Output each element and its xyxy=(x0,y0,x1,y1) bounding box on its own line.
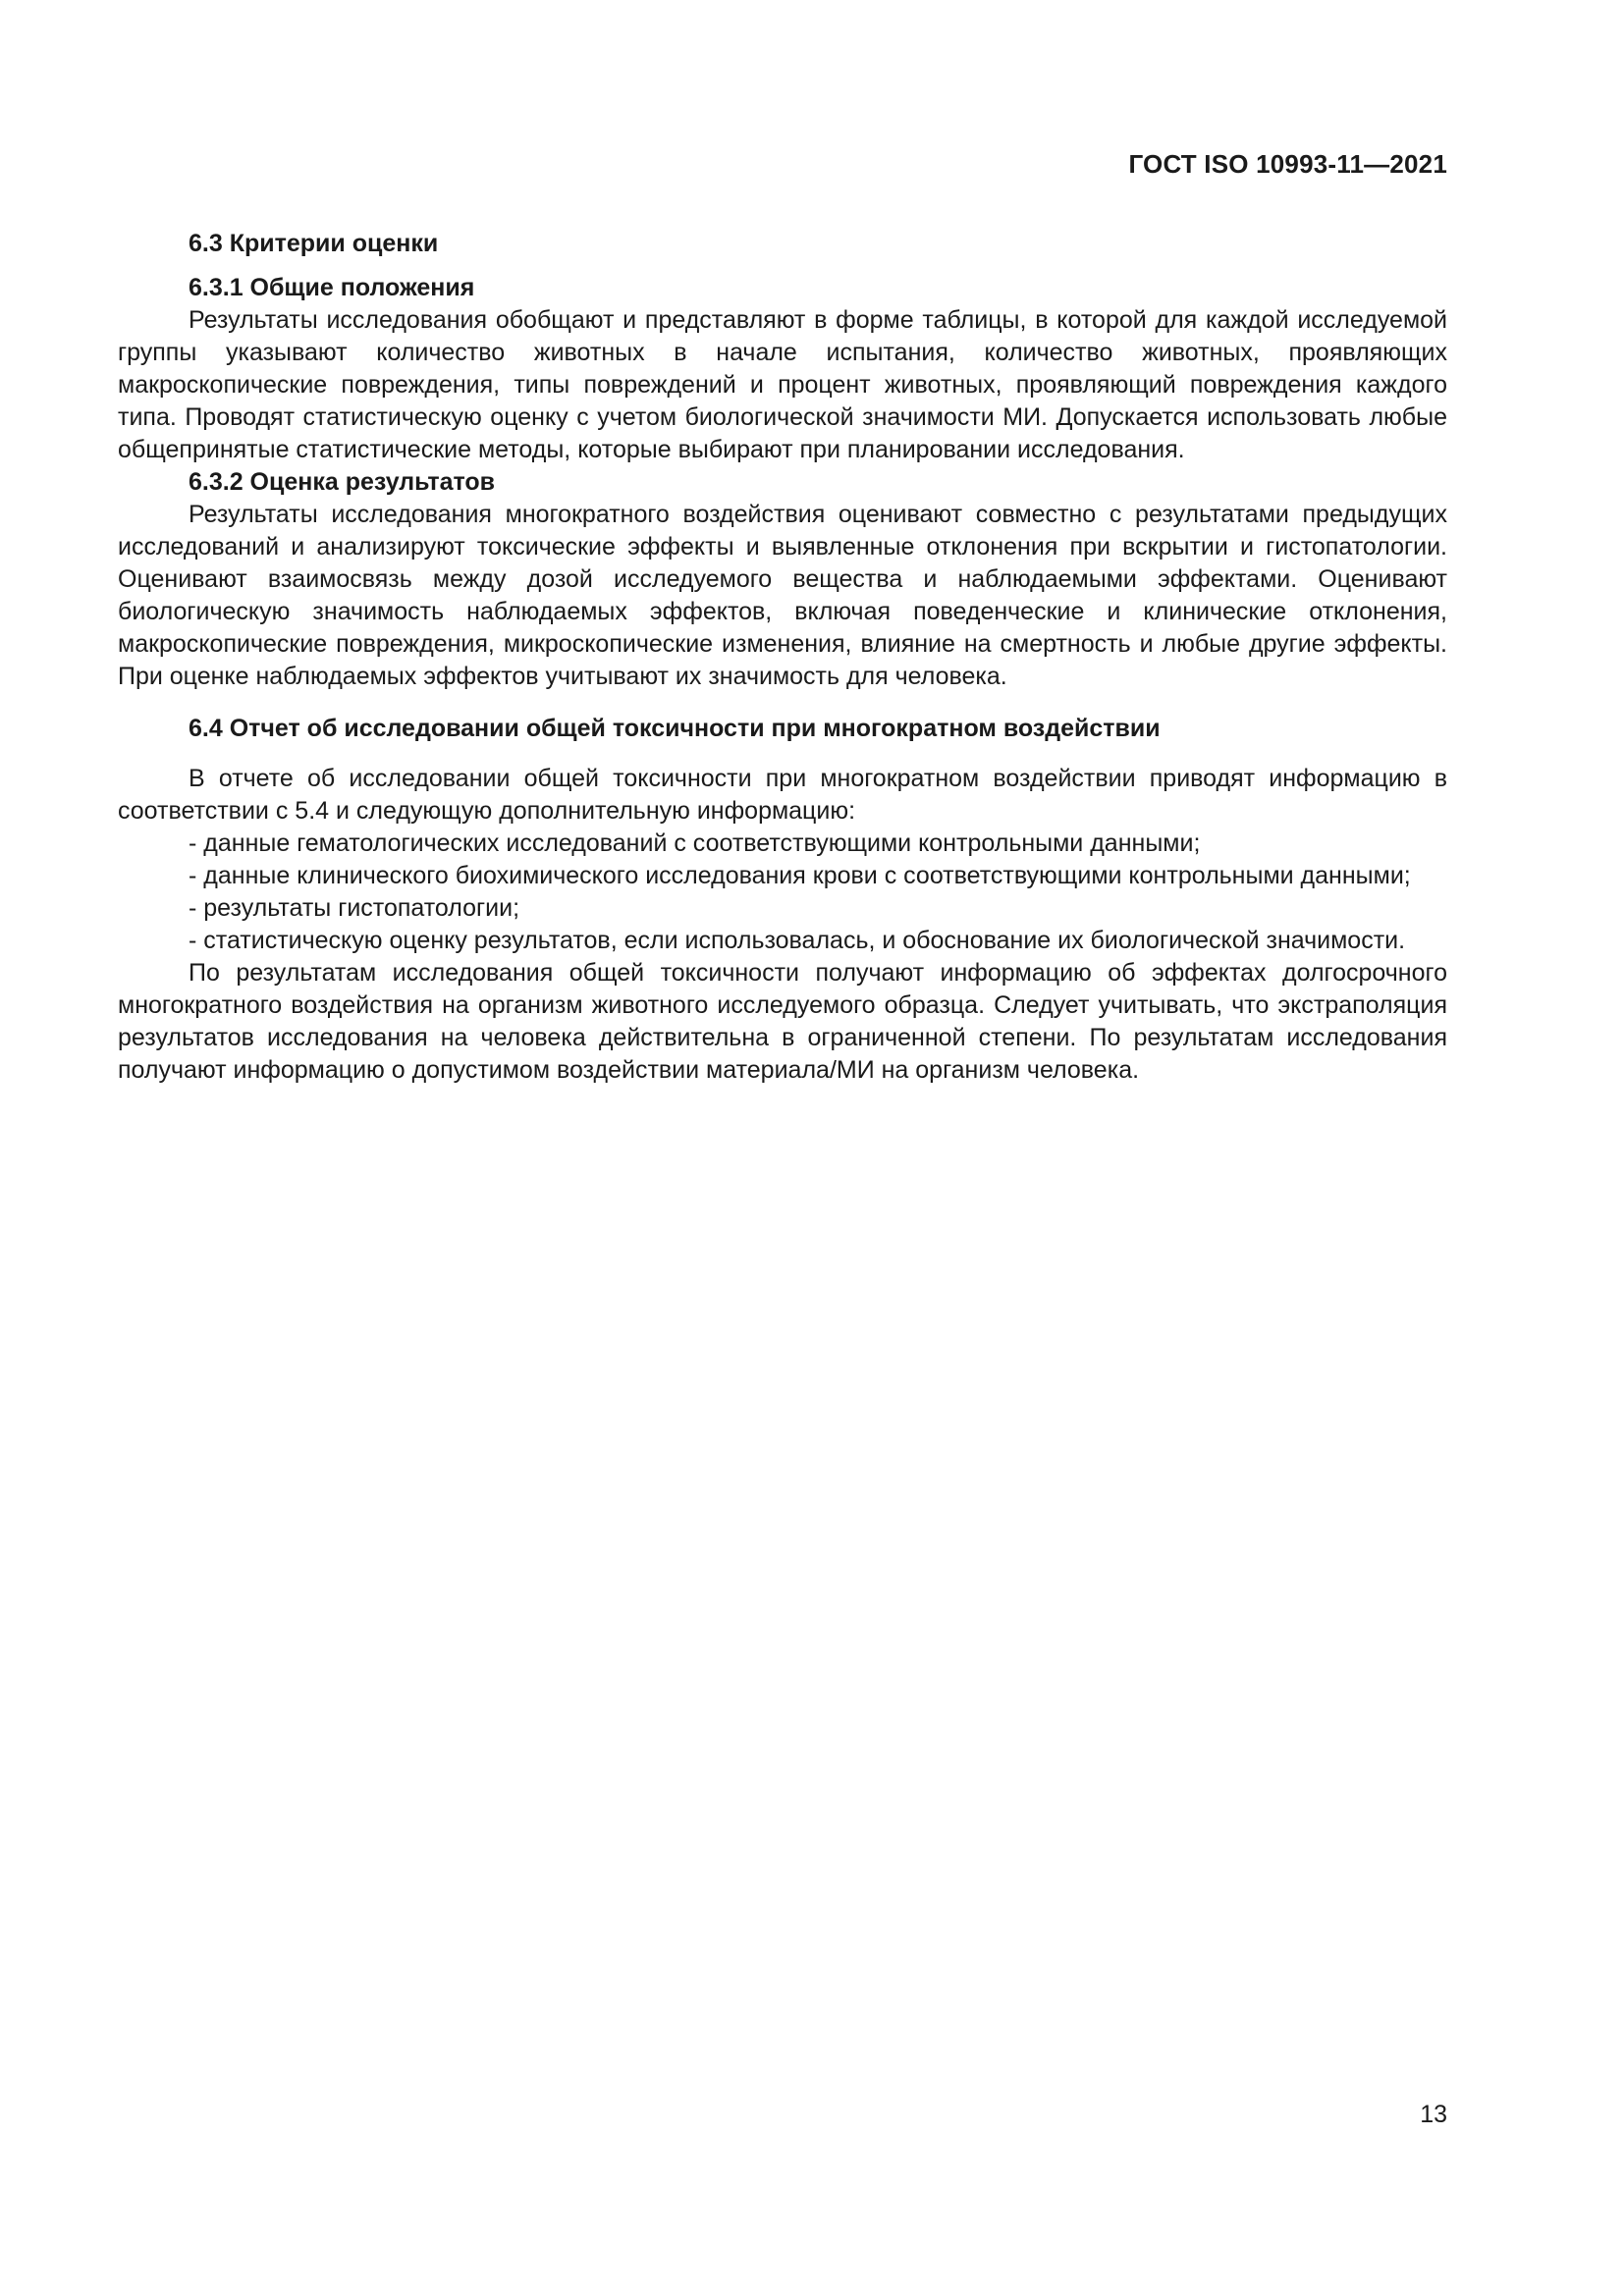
document-header-id: ГОСТ ISO 10993-11—2021 xyxy=(1128,149,1447,179)
section-6-3-title: 6.3 Критерии оценки xyxy=(189,230,439,257)
document-body xyxy=(118,228,1447,1087)
list-item: - результаты гистопатологии; xyxy=(189,894,520,922)
list-item: - статистическую оценку результатов, если использовалась, и обоснование их биологической значимости. xyxy=(189,927,1406,954)
section-6-3-1-title: 6.3.1 Общие положения xyxy=(189,274,475,301)
section-6-4-title: 6.4 Отчет об исследовании общей токсичности при многократном воздействии xyxy=(189,715,1161,742)
section-6-3-1-paragraph: Результаты исследования обобщают и представляют в форме таблицы, в которой для каждой исследуемой группы указывают количество животных в начале испытания, количество животных, проявляющих макроскопические повреждения, типы повреждений и процент животных, проявляющий повреждения каждого типа. Проводят статистическую оценку с учетом биологической значимости МИ. Допускается использовать любые общепринятые статистические методы, которые выбирают при планировании исследования. xyxy=(118,306,1447,463)
page-number: 13 xyxy=(1420,2101,1447,2128)
section-6-3-2-paragraph: Результаты исследования многократного воздействия оценивают совместно с результатами предыдущих исследований и анализируют токсические эффекты и выявленные отклонения при вскрытии и гистопатологии. Оценивают взаимосвязь между дозой исследуемого вещества и наблюдаемыми эффектами. Оценивают биологическую значимость наблюдаемых эффектов, включая поведенческие и клинические отклонения, макроскопические повреждения, микроскопические изменения, влияние на смертность и любые другие эффекты. При оценке наблюдаемых эффектов учитывают их значимость для человека. xyxy=(118,501,1447,690)
section-6-4-conclusion-paragraph: По результатам исследования общей токсичности получают информацию об эффектах долгосрочного многократного воздействия на организм животного исследуемого образца. Следует учитывать, что экстраполяция результатов исследования на человека действительна в ограниченной степени. По результатам исследования получают информацию о допустимом воздействии материала/МИ на организм человека. xyxy=(118,959,1447,1084)
list-item: - данные клинического биохимического исследования крови с соответствующими контрольными данными; xyxy=(189,862,1411,889)
section-6-3-2-title: 6.3.2 Оценка результатов xyxy=(189,468,496,496)
section-6-4-intro-paragraph: В отчете об исследовании общей токсичности при многократном воздействии приводят информацию в соответствии с 5.4 и следующую дополнительную информацию: xyxy=(118,765,1447,825)
list-item: - данные гематологических исследований с соответствующими контрольными данными; xyxy=(189,829,1201,857)
